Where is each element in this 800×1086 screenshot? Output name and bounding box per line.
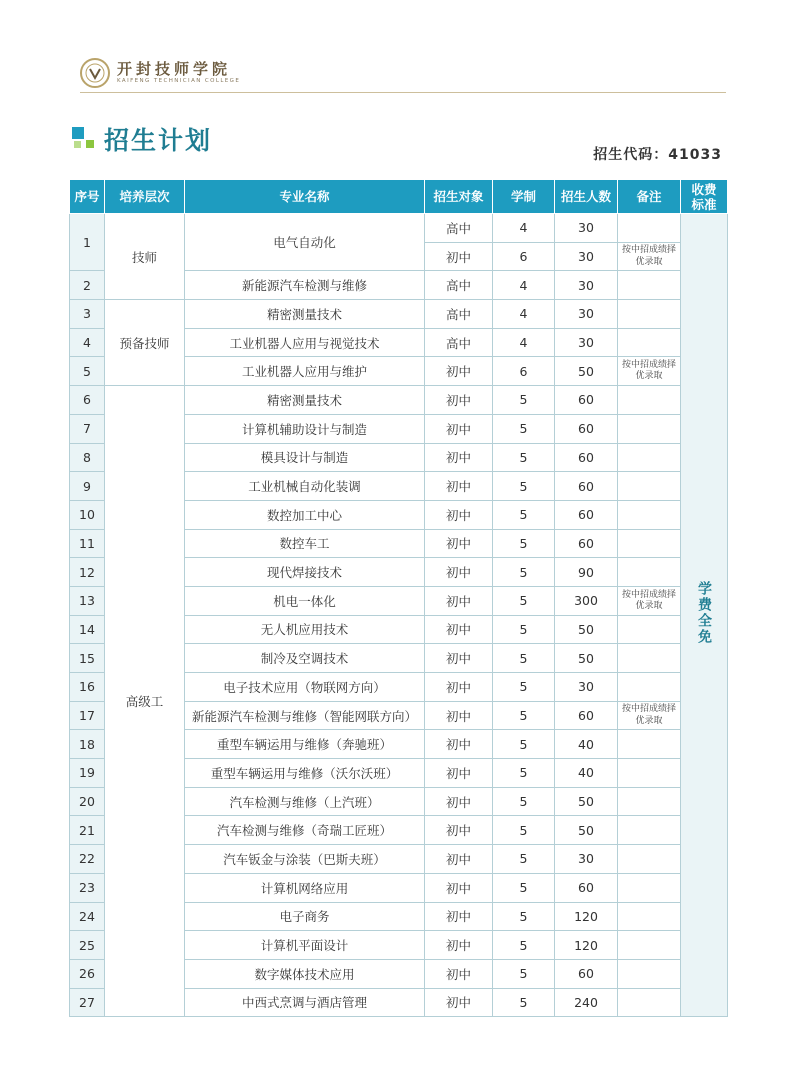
cell-major: 数控车工 [185, 529, 425, 558]
cell-no: 15 [70, 644, 105, 673]
cell-no: 12 [70, 558, 105, 587]
cell-target: 初中 [425, 816, 493, 845]
cell-count: 50 [555, 787, 618, 816]
cell-target: 初中 [425, 443, 493, 472]
cell-target: 初中 [425, 959, 493, 988]
cell-no: 23 [70, 873, 105, 902]
col-header-major: 专业名称 [185, 180, 425, 214]
cell-years: 5 [493, 816, 555, 845]
cell-major: 数字媒体技术应用 [185, 959, 425, 988]
cell-target: 初中 [425, 586, 493, 615]
table-row [70, 214, 728, 243]
cell-note [618, 759, 681, 788]
cell-major: 电子技术应用（物联网方向） [185, 673, 425, 702]
cell-major: 精密测量技术 [185, 386, 425, 415]
cell-no: 1 [70, 214, 105, 271]
enrollment-code: 招生代码：41033 [593, 147, 722, 163]
cell-count: 60 [555, 529, 618, 558]
cell-fee [681, 214, 728, 1017]
cell-note [618, 443, 681, 472]
cell-no: 27 [70, 988, 105, 1017]
cell-target: 初中 [425, 988, 493, 1017]
cell-note: 按中招成绩择优录取 [618, 242, 681, 271]
cell-years: 5 [493, 959, 555, 988]
cell-count: 90 [555, 558, 618, 587]
cell-target: 高中 [425, 328, 493, 357]
cell-no: 19 [70, 759, 105, 788]
cell-years: 5 [493, 586, 555, 615]
cell-years: 5 [493, 558, 555, 587]
cell-note [618, 873, 681, 902]
cell-target: 初中 [425, 845, 493, 874]
cell-note [618, 300, 681, 329]
cell-count: 240 [555, 988, 618, 1017]
cell-no: 21 [70, 816, 105, 845]
cell-count: 60 [555, 414, 618, 443]
cell-target: 初中 [425, 730, 493, 759]
cell-major: 无人机应用技术 [185, 615, 425, 644]
cell-years: 5 [493, 902, 555, 931]
cell-no: 16 [70, 673, 105, 702]
cell-years: 5 [493, 701, 555, 730]
col-header-target: 招生对象 [425, 180, 493, 214]
cell-major: 工业机器人应用与视觉技术 [185, 328, 425, 357]
cell-no: 10 [70, 500, 105, 529]
cell-major: 精密测量技术 [185, 300, 425, 329]
cell-years: 5 [493, 787, 555, 816]
cell-years: 5 [493, 644, 555, 673]
cell-level: 技师 [105, 214, 185, 300]
cell-years: 5 [493, 414, 555, 443]
cell-note [618, 816, 681, 845]
cell-target: 初中 [425, 873, 493, 902]
cell-count: 50 [555, 816, 618, 845]
cell-years: 5 [493, 673, 555, 702]
cell-note [618, 902, 681, 931]
cell-count: 60 [555, 500, 618, 529]
cell-no: 18 [70, 730, 105, 759]
cell-major: 现代焊接技术 [185, 558, 425, 587]
cell-major: 新能源汽车检测与维修（智能网联方向） [185, 701, 425, 730]
cell-note: 按中招成绩择优录取 [618, 586, 681, 615]
cell-years: 5 [493, 500, 555, 529]
table-row [70, 300, 728, 329]
cell-target: 初中 [425, 500, 493, 529]
col-header-count: 招生人数 [555, 180, 618, 214]
table-row [70, 386, 728, 415]
cell-target: 初中 [425, 931, 493, 960]
cell-years: 4 [493, 214, 555, 243]
cell-count: 30 [555, 300, 618, 329]
cell-count: 60 [555, 701, 618, 730]
cell-major: 重型车辆运用与维修（奔驰班） [185, 730, 425, 759]
section-title: 招生计划 [104, 126, 213, 155]
cell-years: 5 [493, 615, 555, 644]
cell-target: 初中 [425, 242, 493, 271]
cell-major: 数控加工中心 [185, 500, 425, 529]
cell-note [618, 558, 681, 587]
cell-target: 初中 [425, 529, 493, 558]
cell-years: 5 [493, 845, 555, 874]
cell-count: 30 [555, 673, 618, 702]
cell-target: 初中 [425, 386, 493, 415]
cell-count: 30 [555, 214, 618, 243]
cell-no: 22 [70, 845, 105, 874]
cell-no: 2 [70, 271, 105, 300]
cell-note [618, 988, 681, 1017]
cell-years: 5 [493, 988, 555, 1017]
cell-note [618, 673, 681, 702]
cell-count: 120 [555, 902, 618, 931]
cell-target: 初中 [425, 759, 493, 788]
cell-note [618, 931, 681, 960]
cell-level: 预备技师 [105, 300, 185, 386]
cell-note [618, 529, 681, 558]
cell-count: 60 [555, 443, 618, 472]
cell-major: 机电一体化 [185, 586, 425, 615]
cell-major: 重型车辆运用与维修（沃尔沃班） [185, 759, 425, 788]
cell-count: 300 [555, 586, 618, 615]
cell-note [618, 414, 681, 443]
table-header-row [70, 180, 728, 214]
col-header-fee [681, 180, 728, 214]
col-header-fee-line2: 标准 [691, 196, 717, 212]
cell-count: 50 [555, 357, 618, 386]
cell-target: 初中 [425, 357, 493, 386]
cell-target: 初中 [425, 615, 493, 644]
cell-note [618, 787, 681, 816]
cell-no: 14 [70, 615, 105, 644]
fee-text: 学费全免 [696, 581, 712, 646]
cell-no: 3 [70, 300, 105, 329]
cell-target: 初中 [425, 701, 493, 730]
college-name: 开封技师学院 [117, 60, 232, 78]
cell-target: 初中 [425, 787, 493, 816]
cell-major: 新能源汽车检测与维修 [185, 271, 425, 300]
cell-no: 8 [70, 443, 105, 472]
cell-years: 5 [493, 931, 555, 960]
cell-years: 4 [493, 300, 555, 329]
header-divider [80, 92, 726, 93]
cell-years: 5 [493, 529, 555, 558]
cell-target: 初中 [425, 902, 493, 931]
cell-no: 24 [70, 902, 105, 931]
cell-years: 5 [493, 730, 555, 759]
cell-target: 高中 [425, 214, 493, 243]
cell-years: 5 [493, 472, 555, 501]
cell-no: 5 [70, 357, 105, 386]
cell-count: 60 [555, 472, 618, 501]
cell-no: 20 [70, 787, 105, 816]
cell-no: 11 [70, 529, 105, 558]
cell-count: 120 [555, 931, 618, 960]
col-header-note: 备注 [618, 180, 681, 214]
cell-note [618, 500, 681, 529]
cell-count: 30 [555, 845, 618, 874]
cell-note: 按中招成绩择优录取 [618, 701, 681, 730]
cell-no: 25 [70, 931, 105, 960]
col-header-years: 学制 [493, 180, 555, 214]
cell-major: 计算机网络应用 [185, 873, 425, 902]
cell-no: 9 [70, 472, 105, 501]
cell-years: 5 [493, 759, 555, 788]
cell-years: 5 [493, 873, 555, 902]
college-name-en: KAIFENG TECHNICIAN COLLEGE [117, 78, 241, 84]
cell-count: 60 [555, 873, 618, 902]
cell-note [618, 328, 681, 357]
cell-count: 40 [555, 730, 618, 759]
col-header-fee-line1: 收费 [691, 181, 717, 197]
cell-years: 6 [493, 357, 555, 386]
cell-major: 汽车检测与维修（上汽班） [185, 787, 425, 816]
cell-major: 电子商务 [185, 902, 425, 931]
cell-no: 7 [70, 414, 105, 443]
cell-level: 高级工 [105, 386, 185, 1017]
cell-count: 50 [555, 615, 618, 644]
cell-target: 初中 [425, 644, 493, 673]
cell-note [618, 730, 681, 759]
cell-target: 初中 [425, 414, 493, 443]
cell-years: 6 [493, 242, 555, 271]
cell-target: 高中 [425, 271, 493, 300]
cell-major: 工业机械自动化装调 [185, 472, 425, 501]
cell-note [618, 214, 681, 243]
cell-major: 汽车钣金与涂装（巴斯夫班） [185, 845, 425, 874]
cell-major: 计算机平面设计 [185, 931, 425, 960]
col-header-no: 序号 [70, 180, 105, 214]
college-logo-icon [80, 58, 110, 88]
cell-years: 4 [493, 328, 555, 357]
cell-no: 4 [70, 328, 105, 357]
cell-count: 40 [555, 759, 618, 788]
cell-target: 初中 [425, 472, 493, 501]
cell-note [618, 472, 681, 501]
cell-note [618, 845, 681, 874]
cell-major: 模具设计与制造 [185, 443, 425, 472]
cell-major: 电气自动化 [185, 214, 425, 271]
cell-target: 初中 [425, 558, 493, 587]
cell-major: 工业机器人应用与维护 [185, 357, 425, 386]
cell-count: 30 [555, 242, 618, 271]
cell-count: 30 [555, 328, 618, 357]
cell-years: 4 [493, 271, 555, 300]
cell-count: 50 [555, 644, 618, 673]
cell-years: 5 [493, 443, 555, 472]
cell-note [618, 271, 681, 300]
cell-no: 26 [70, 959, 105, 988]
col-header-level: 培养层次 [105, 180, 185, 214]
cell-target: 高中 [425, 300, 493, 329]
cell-count: 60 [555, 959, 618, 988]
cell-years: 5 [493, 386, 555, 415]
cell-no: 17 [70, 701, 105, 730]
enrollment-table [69, 179, 728, 1017]
cell-target: 初中 [425, 673, 493, 702]
cell-count: 30 [555, 271, 618, 300]
cell-major: 中西式烹调与酒店管理 [185, 988, 425, 1017]
cell-note [618, 386, 681, 415]
cell-no: 13 [70, 586, 105, 615]
cell-count: 60 [555, 386, 618, 415]
cell-major: 制冷及空调技术 [185, 644, 425, 673]
cell-major: 汽车检测与维修（奇瑞工匠班） [185, 816, 425, 845]
cell-note [618, 644, 681, 673]
cell-no: 6 [70, 386, 105, 415]
cell-note [618, 615, 681, 644]
cell-note [618, 959, 681, 988]
cell-note: 按中招成绩择优录取 [618, 357, 681, 386]
cell-major: 计算机辅助设计与制造 [185, 414, 425, 443]
